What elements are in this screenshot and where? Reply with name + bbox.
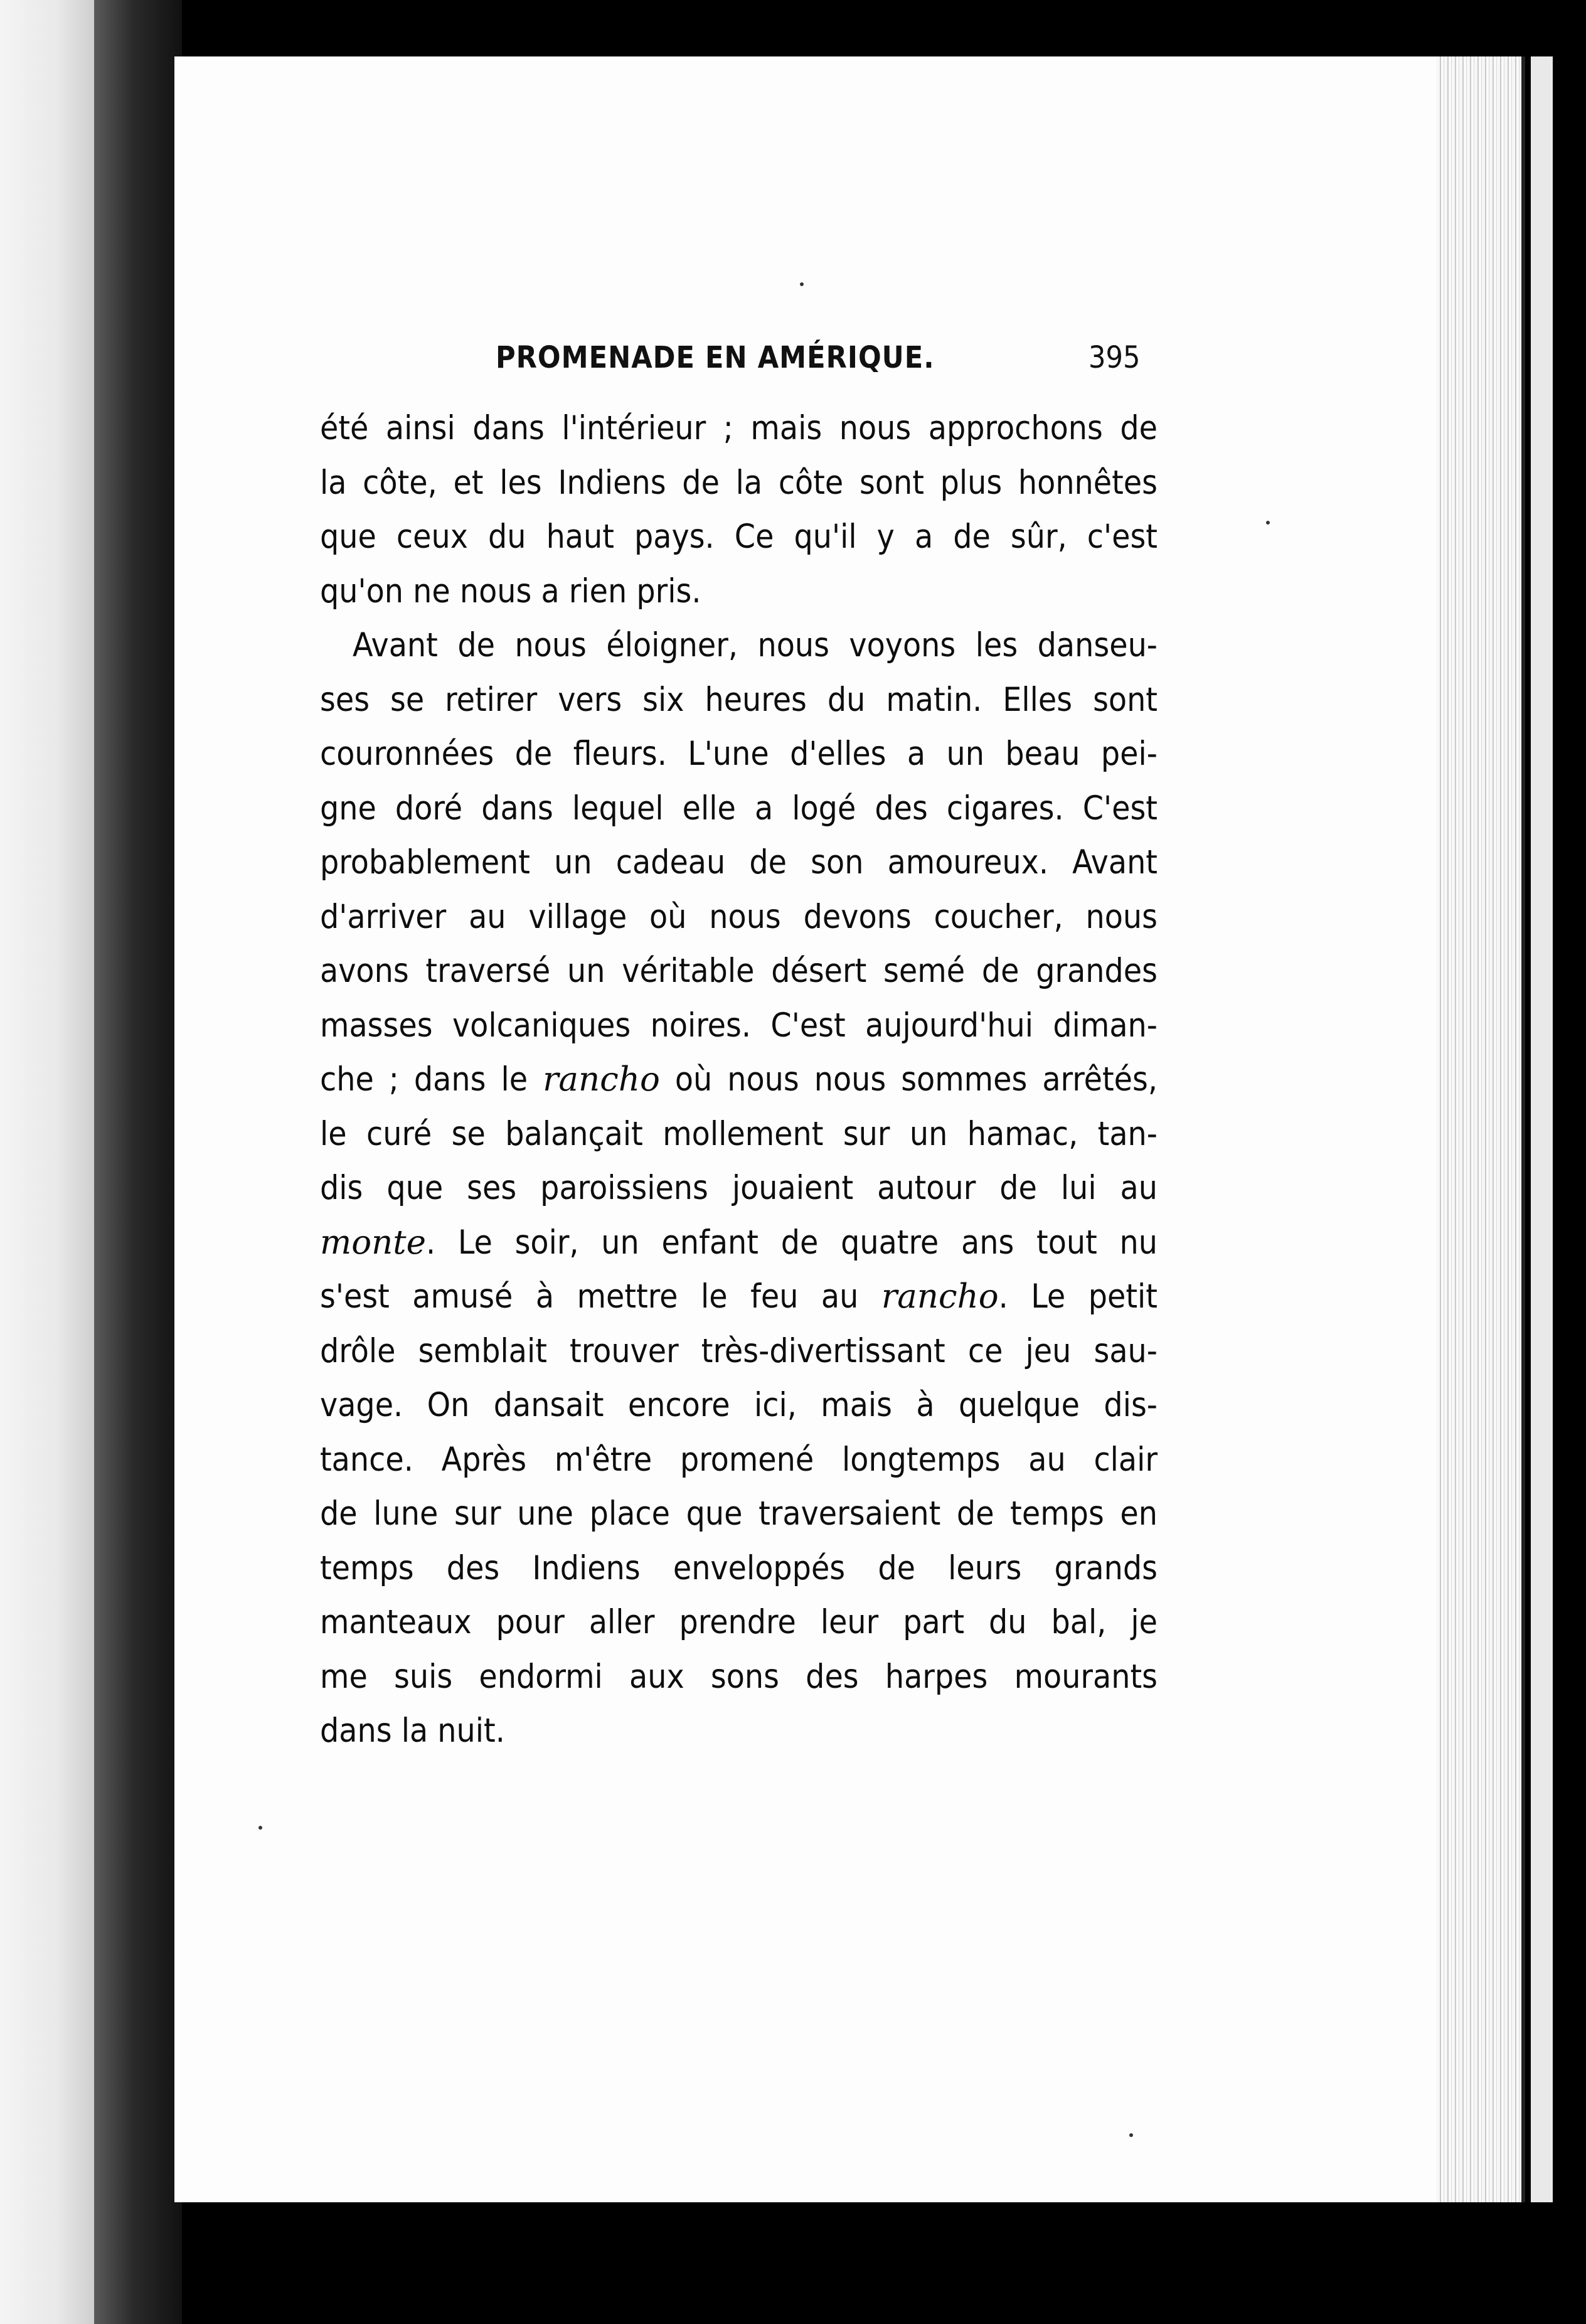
text-line: monte. Le soir, un enfant de quatre ans tout nu — [320, 1223, 1158, 1262]
text-line: Avant de nous éloigner, nous voyons les danseu- — [353, 626, 1158, 664]
text-line: le curé se balançait mollement sur un hamac, tan- — [320, 1114, 1158, 1153]
text-line: de lune sur une place que traversaient de temps en — [320, 1495, 1158, 1533]
text-line: probablement un cadeau de son amoureux. Avant — [320, 843, 1158, 882]
running-title: PROMENADE EN AMÉRIQUE. — [496, 340, 935, 375]
text-line: vage. On dansait encore ici, mais à quelque dis- — [320, 1386, 1158, 1424]
body-text — [320, 402, 1158, 1759]
text-line: che ; dans le rancho où nous nous sommes arrêtés, — [320, 1060, 1158, 1099]
text-line: masses volcaniques noires. C'est aujourd'hui diman- — [320, 1006, 1158, 1045]
text-line: drôle semblait trouver très-divertissant ce jeu sau- — [320, 1331, 1158, 1370]
text-line: couronnées de fleurs. L'une d'elles a un beau pei- — [320, 735, 1158, 773]
text-line: qu'on ne nous a rien pris. — [320, 572, 701, 610]
scan-speck — [258, 1826, 262, 1830]
scan-speck — [1266, 521, 1270, 525]
text-line: d'arriver au village où nous devons coucher, nous — [320, 897, 1158, 936]
text-line: la côte, et les Indiens de la côte sont plus honnêtes — [320, 463, 1158, 502]
text-line: ses se retirer vers six heures du matin. Elles sont — [320, 680, 1158, 719]
text-line: me suis endormi aux sons des harpes mourants — [320, 1657, 1158, 1696]
text-line: avons traversé un véritable désert semé de grandes — [320, 952, 1158, 990]
text-line: que ceux du haut pays. Ce qu'il y a de sûr, c'est — [320, 518, 1158, 556]
text-line: tance. Après m'être promené longtemps au clair — [320, 1440, 1158, 1479]
text-line: gne doré dans lequel elle a logé des cigares. C'est — [320, 789, 1158, 828]
text-line: temps des Indiens enveloppés de leurs grands — [320, 1548, 1158, 1587]
text-line: s'est amusé à mettre le feu au rancho. Le petit — [320, 1277, 1158, 1316]
facing-page-edge — [0, 0, 94, 2324]
scan-speck — [800, 282, 804, 286]
text-line: été ainsi dans l'intérieur ; mais nous approchons de — [320, 409, 1158, 447]
text-line: dis que ses paroissiens jouaient autour de lui au — [320, 1169, 1158, 1207]
text-line: dans la nuit. — [320, 1712, 505, 1750]
gutter-shadow — [94, 0, 182, 2324]
text-line: manteaux pour aller prendre leur part du bal, je — [320, 1603, 1158, 1641]
page-stack-edges — [1437, 56, 1525, 2202]
scan-speck — [1129, 2133, 1133, 2137]
page-number: 395 — [1088, 340, 1141, 375]
scan-margin — [1531, 56, 1553, 2202]
